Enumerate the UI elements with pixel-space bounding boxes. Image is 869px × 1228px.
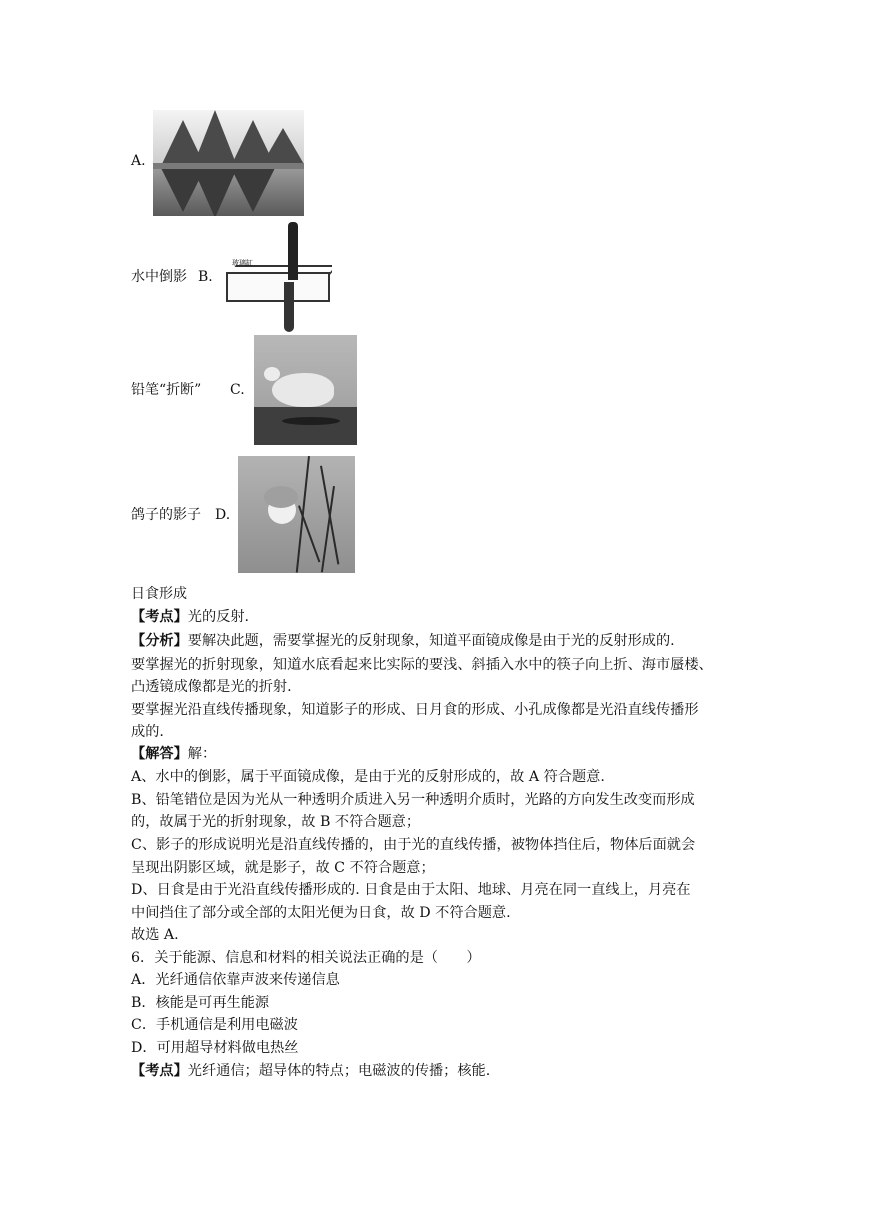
fenxi-text: 要掌握光的折射现象，知道水底看起来比实际的要浅、斜插入水中的筷子向上折、海市蜃楼、 bbox=[131, 657, 713, 673]
pencil-in-water-image bbox=[222, 222, 332, 332]
option-a-caption: 水中倒影 bbox=[131, 269, 187, 285]
jieda-text: 呈现出阴影区域，就是影子，故 C 不符合题意； bbox=[131, 860, 435, 876]
fenxi-text: 成的. bbox=[131, 724, 164, 740]
option-c-label: C. bbox=[230, 382, 245, 398]
jieda-text: 的，故属于光的折射现象，故 B 不符合题意； bbox=[131, 814, 421, 830]
question-6-option-c: C．手机通信是利用电磁波 bbox=[131, 1017, 298, 1033]
jieda-text: C、影子的形成说明光是沿直线传播的，由于光的直线传播，被物体挡住后，物体后面就会 bbox=[131, 837, 696, 853]
jieda-text: B、铅笔错位是因为光从一种透明介质进入另一种透明介质时，光路的方向发生改变而形成 bbox=[131, 792, 695, 808]
question-6-kaodian: 【考点】光纤通信；超导体的特点；电磁波的传播；核能. bbox=[131, 1063, 491, 1079]
solar-eclipse-image bbox=[238, 456, 355, 573]
kaodian-line: 【考点】光的反射. bbox=[131, 609, 250, 625]
jieda-text: 中间挡住了部分或全部的太阳光便为日食，故 D 不符合题意. bbox=[131, 905, 511, 921]
option-b-caption: 铅笔“折断” bbox=[131, 382, 202, 398]
jieda-text: 故选 A. bbox=[131, 927, 179, 943]
pigeon-shadow-image bbox=[254, 335, 357, 445]
option-d-caption: 日食形成 bbox=[131, 586, 187, 602]
question-6-stem: 6．关于能源、信息和材料的相关说法正确的是（ ） bbox=[131, 950, 481, 966]
fenxi-text: 要掌握光沿直线传播现象，知道影子的形成、日月食的形成、小孔成像都是光沿直线传播形 bbox=[131, 702, 699, 718]
option-d-label: D. bbox=[215, 507, 231, 523]
jieda-text: A、水中的倒影，属于平面镜成像，是由于光的反射形成的，故 A 符合题意. bbox=[131, 769, 605, 785]
glass-tank-label: 玻璃缸 bbox=[232, 259, 253, 267]
jieda-text: D、日食是由于光沿直线传播形成的. 日食是由于太阳、地球、月亮在同一直线上，月亮在 bbox=[131, 882, 691, 898]
question-6-option-a: A．光纤通信依靠声波来传递信息 bbox=[131, 972, 340, 988]
jieda-line: 【解答】解： bbox=[131, 746, 217, 762]
fenxi-line: 【分析】要解决此题，需要掌握光的反射现象，知道平面镜成像是由于光的反射形成的. bbox=[131, 633, 675, 649]
option-c-caption: 鸽子的影子 bbox=[131, 507, 201, 523]
option-b-label: B. bbox=[198, 269, 213, 285]
fenxi-text: 凸透镜成像都是光的折射. bbox=[131, 679, 292, 695]
option-a-label: A. bbox=[131, 153, 146, 169]
lake-reflection-image bbox=[153, 110, 304, 216]
question-6-option-d: D．可用超导材料做电热丝 bbox=[131, 1040, 299, 1056]
question-6-option-b: B．核能是可再生能源 bbox=[131, 995, 270, 1011]
